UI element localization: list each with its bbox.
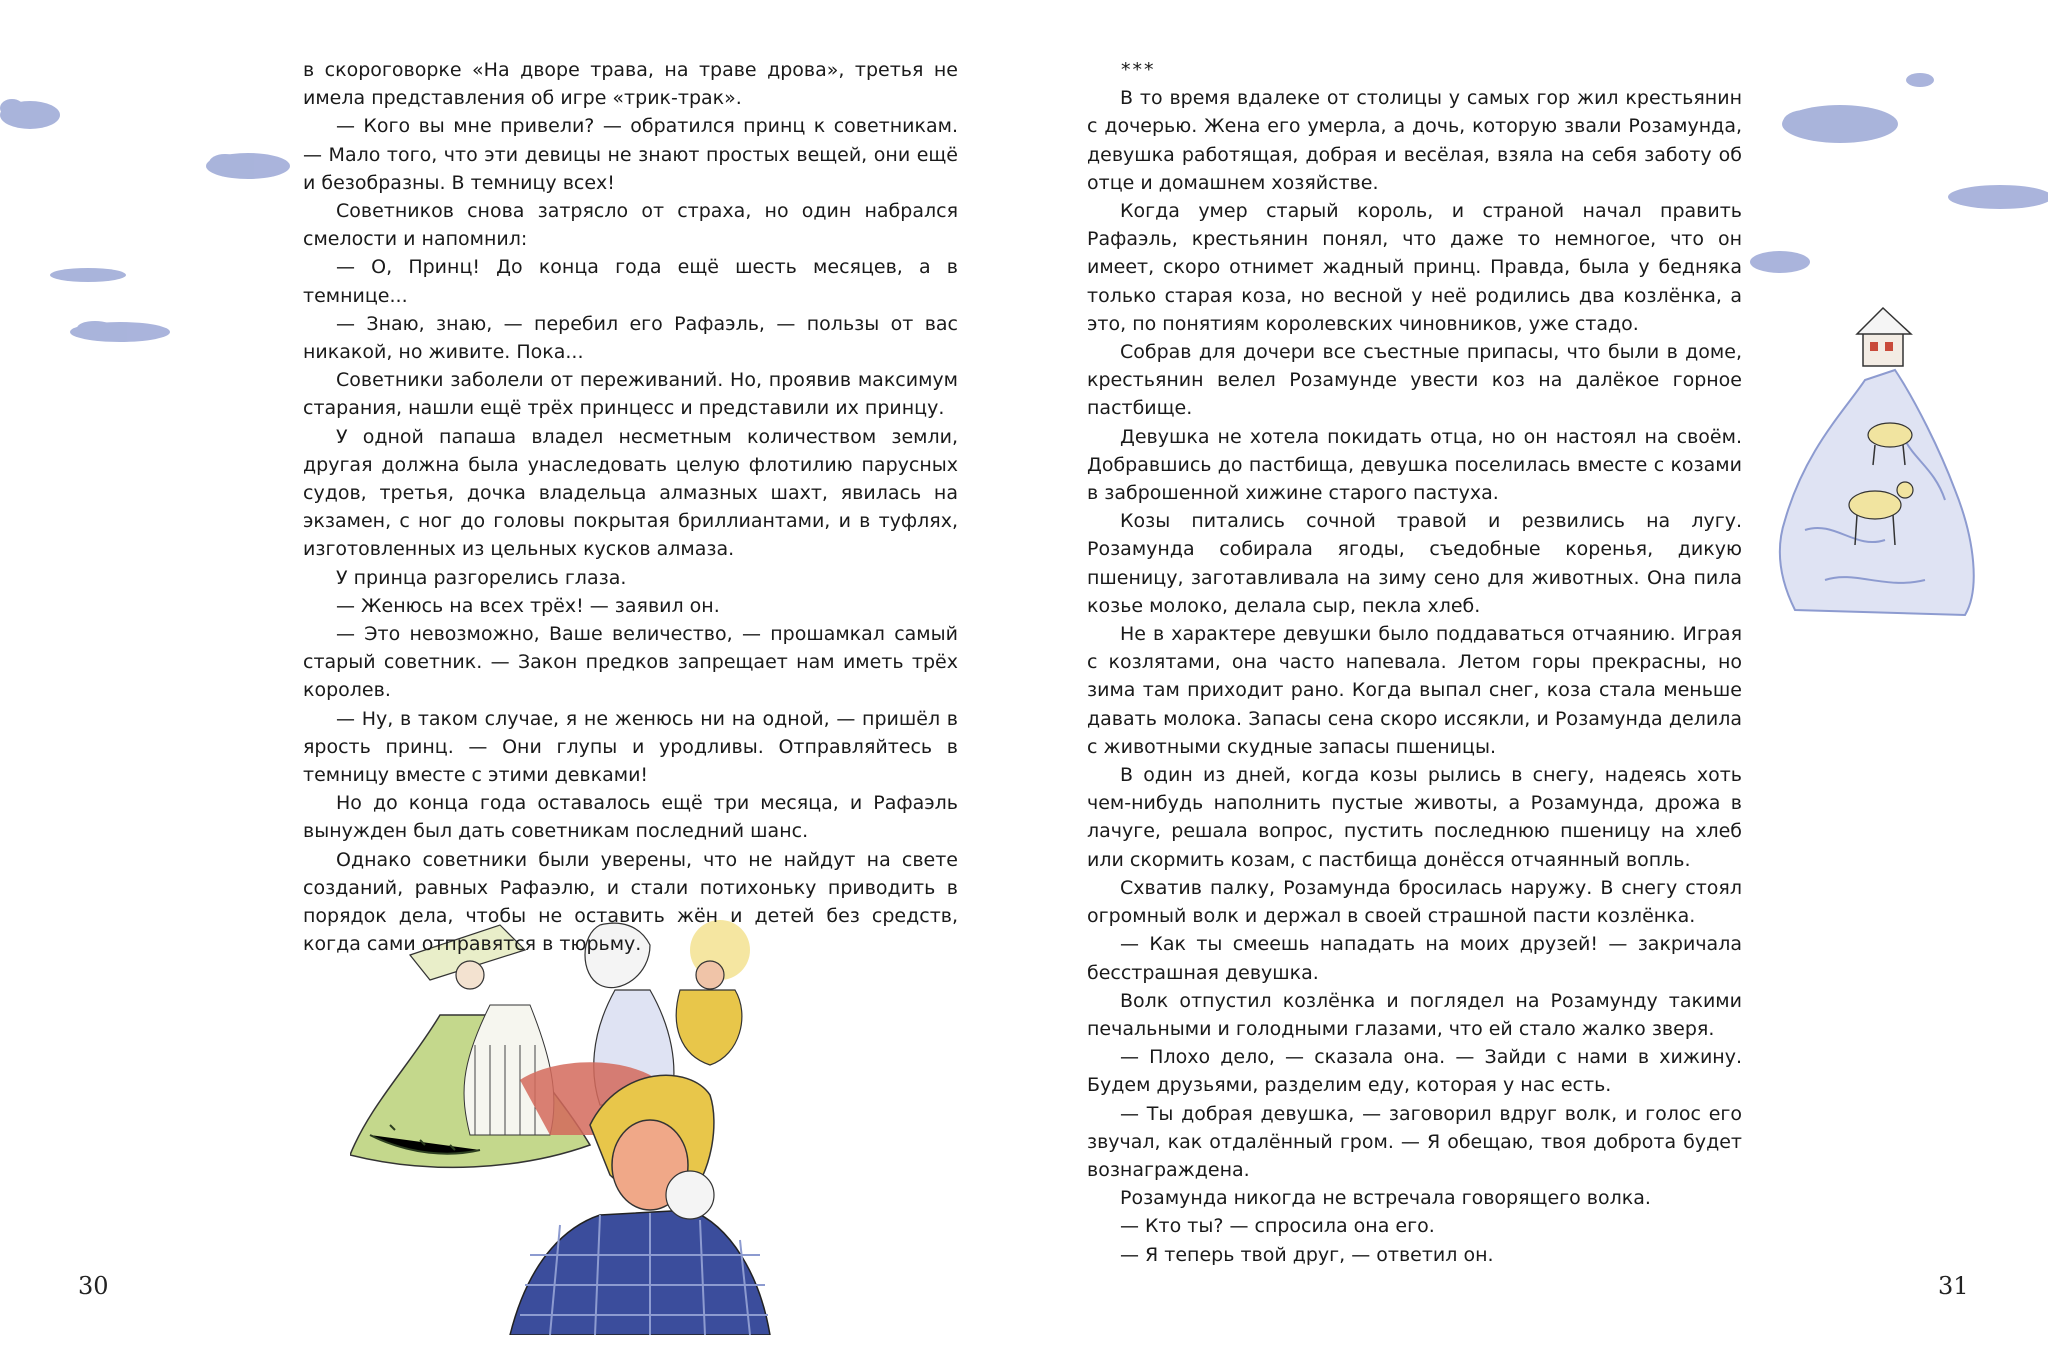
paragraph: Собрав для дочери все съестные припасы, что были в доме, крестьянин велел Розамунде увести коз на далёкое горное пастбище.: [1087, 341, 1742, 420]
right-page-text: [1087, 56, 1742, 1269]
princesses-prince-illustration: [350, 895, 950, 1335]
paragraph: — Кого вы мне привели? — обратился принц к советникам. — Мало того, что эти девицы не знают простых вещей, они ещё и безобразны. В темницу всех!: [303, 115, 958, 194]
cloud-illustration-right: [1740, 60, 2048, 290]
paragraph: — Как ты смеешь нападать на моих друзей! — закричала бесстрашная девушка.: [1087, 933, 1742, 984]
paragraph: — Кто ты? — спросила она его.: [1120, 1215, 1435, 1238]
paragraph: У принца разгорелись глаза.: [336, 566, 627, 589]
paragraph: — Плохо дело, — сказала она. — Зайди с нами в хижину. Будем друзьями, разделим еду, которая у нас есть.: [1087, 1046, 1742, 1097]
page-number-right: 31: [1938, 1272, 1969, 1300]
paragraph: — Это невозможно, Ваше величество, — прошамкал самый старый советник. — Закон предков запрещает нам иметь трёх королев.: [303, 623, 958, 702]
paragraph: Схватив палку, Розамунда бросилась наружу. В снегу стоял огромный волк и держал в своей страшной пасти козлёнка.: [1087, 876, 1742, 928]
paragraph: Советников снова затрясло от страха, но один набрался смелости и напомнил:: [303, 200, 958, 251]
paragraph: — Женюсь на всех трёх! — заявил он.: [336, 594, 720, 617]
paragraph: — Ты добрая девушка, — заговорил вдруг волк, и голос его звучал, как отдалённый гром. — Я обещаю, твоя доброта будет вознаграждена.: [1087, 1102, 1742, 1181]
section-separator: ***: [1121, 59, 1156, 81]
paragraph: Девушка не хотела покидать отца, но он настоял на своём. Добравшись до пастбища, девушка поселилась вместе с козами в заброшенной хижине старого пастуха.: [1087, 425, 1742, 505]
paragraph: Но до конца года оставалось ещё три месяца, и Рафаэль вынужден был дать советникам последний шанс.: [303, 792, 958, 843]
paragraph: У одной папаша владел несметным количеством земли, другая должна была унаследовать целую флотилию парусных судов, третья, дочка владельца алмазных шахт, явилась на экзамен, с ног до головы покрытая бриллиантами, и в туфлях, изготовленных из цельных кусков алмаза.: [303, 425, 958, 561]
paragraph: — Знаю, знаю, — перебил его Рафаэль, — пользы от вас никакой, но живите. Пока...: [303, 312, 958, 364]
paragraph: — Я теперь твой друг, — ответил он.: [1120, 1243, 1494, 1266]
paragraph: Когда умер старый король, и страной начал править Рафаэль, крестьянин понял, что даже то немногое, что он имеет, скоро отнимет жадный принц. Правда, была у бедняка только старая коза, но весной у неё родились два козлёнка, а это, по понятиям королевских чиновников, уже стадо.: [1087, 200, 1742, 335]
paragraph: в скороговорке «На дворе трава, на траве дрова», третья не имела представления об игре «трик-трак».: [303, 59, 958, 110]
paragraph: Розамунда никогда не встречала говорящего волка.: [1120, 1187, 1651, 1210]
paragraph: Советники заболели от переживаний. Но, проявив максимум старания, нашли ещё трёх принцесс и представили их принцу.: [303, 369, 958, 420]
paragraph: Однако советники были уверены, что не найдут на свете созданий, равных Рафаэлю, и стали потихоньку приводить в порядок дела, чтобы не оставить жён и детей без средств, когда сами отправятся в тюрьму.: [303, 848, 958, 956]
left-page-text: [303, 56, 958, 959]
cloud-illustration-left: [0, 60, 300, 360]
paragraph: Волк отпустил козлёнка и поглядел на Розамунду такими печальными и голодными глазами, что ей стало жалко зверя.: [1087, 989, 1742, 1040]
paragraph: Козы питались сочной травой и резвились на лугу. Розамунда собирала ягоды, съедобные коренья, дикую пшеницу, заготавливала на зиму сено для животных. Она пила козье молоко, делала сыр, пекла хлеб.: [1087, 510, 1742, 617]
paragraph: В один из дней, когда козы рылись в снегу, надеясь хоть чем-нибудь наполнить пустые животы, а Розамунда, дрожа в лачуге, решала вопрос, пустить последнюю пшеницу на хлеб или скормить козам, с пастбища донёсся отчаянный вопль.: [1087, 764, 1742, 871]
page-number-left: 30: [78, 1272, 109, 1300]
paragraph: — Ну, в таком случае, я не женюсь ни на одной, — пришёл в ярость принц. — Они глупы и уродливы. Отправляйтесь в темницу вместе с этими девками!: [303, 707, 958, 787]
paragraph: В то время вдалеке от столицы у самых гор жил крестьянин с дочерью. Жена его умерла, а дочь, которую звали Розамунда, девушка работящая, добрая и весёлая, взяла на себя заботу об отце и домашнем хозяйстве.: [1087, 87, 1742, 194]
mountain-goats-illustration: [1765, 290, 2035, 630]
paragraph: Не в характере девушки было поддаваться отчаянию. Играя с козлятами, она часто напевала. Летом горы прекрасны, но зима там приходит рано. Когда выпал снег, коза стала меньше давать молока. Запасы сена скоро иссякли, и Розамунда делила с животными скудные запасы пшеницы.: [1087, 623, 1742, 758]
paragraph: — О, Принц! До конца года ещё шесть месяцев, а в темнице...: [303, 256, 958, 307]
